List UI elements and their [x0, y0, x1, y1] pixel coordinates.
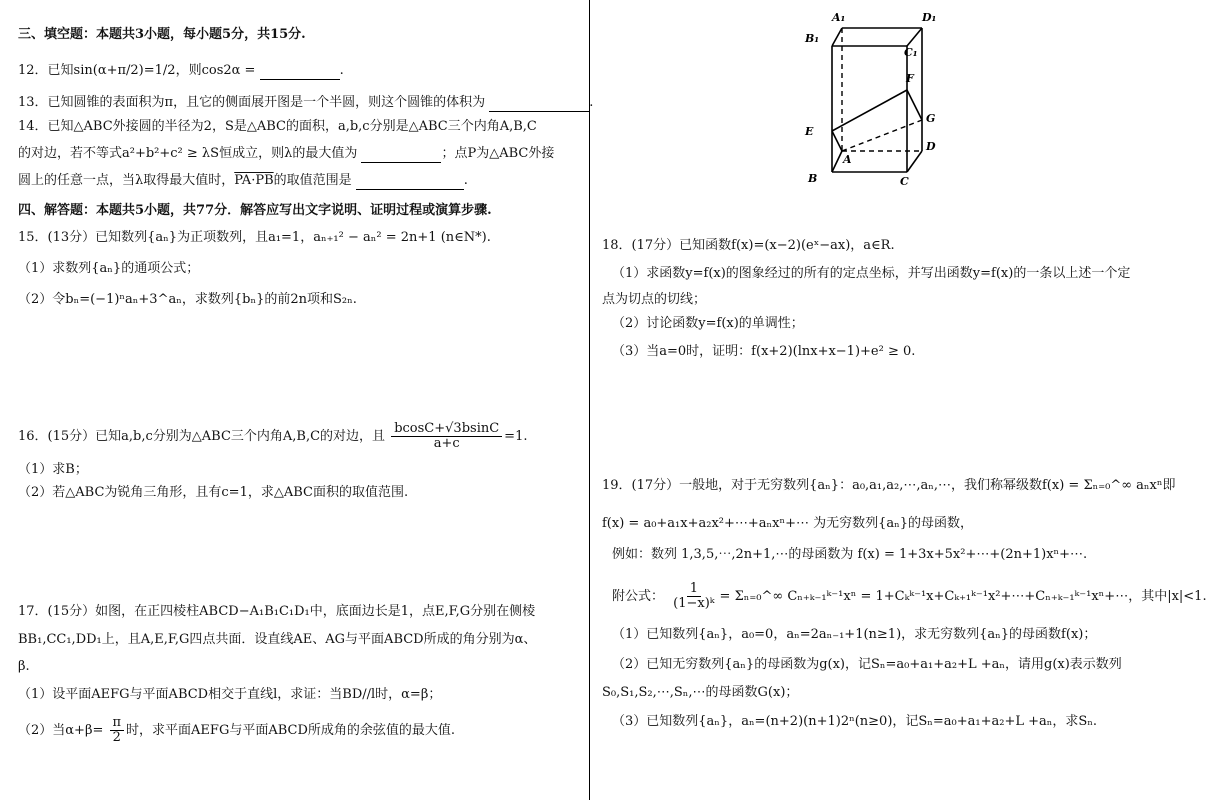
figure-label: E: [805, 125, 814, 138]
question-14-line2: 的对边，若不等式a²+b²+c² ≥ λS恒成立，则λ的最大值为 ；点P为△ABC外接: [18, 146, 555, 161]
column-divider: [589, 0, 590, 800]
left-column: [0, 0, 594, 800]
q19-power-series: f(x) = Σₙ₌₀^∞ aₙxⁿ: [1042, 478, 1163, 493]
question-19-part2a: （2）已知无穷数列{aₙ}的母函数为g(x)，记Sₙ=a₀+a₁+a₂+L +aₙ，请用g(x)表示数列: [612, 657, 1122, 672]
vector-pa-pb: PA·PB: [234, 173, 274, 188]
figure-label: C₁: [904, 46, 918, 59]
question-14-line1: 14．已知△ABC外接圆的半径为2，S是△ABC的面积，a,b,c分别是△ABC三个内角A,B,C: [18, 119, 537, 134]
edge-f-g: [907, 90, 922, 120]
question-17-line1: 17．(15分）如图，在正四棱柱ABCD−A₁B₁C₁D₁中，底面边长是1，点E,F,G分别在侧棱: [18, 604, 536, 619]
question-15-part1: （1）求数列{aₙ}的通项公式；: [18, 261, 200, 276]
question-18-part2: （2）讨论函数y=f(x)的单调性；: [612, 316, 804, 331]
answer-blank-12[interactable]: [260, 65, 340, 80]
figure-label: G: [926, 112, 936, 125]
answer-blank-14b[interactable]: [356, 175, 464, 190]
right-column: [592, 0, 1207, 800]
question-18-stem: 18．(17分）已知函数f(x)=(x−2)(eˣ−ax)，a∈R.: [602, 238, 895, 253]
question-18-part3: （3）当a=0时，证明：f(x+2)(lnx+x−1)+e² ≥ 0.: [612, 344, 916, 359]
question-17-line3: β.: [18, 659, 30, 674]
edge-c-d: [907, 151, 922, 172]
figure-label: A: [843, 153, 852, 166]
figure-label: C: [900, 175, 909, 188]
figure-label: A₁: [832, 11, 846, 24]
question-19-line2: f(x) = a₀+a₁x+a₂x²+⋯+aₙxⁿ+⋯ 为无穷数列{aₙ}的母函数，: [602, 516, 974, 531]
question-12: 12．已知sin(α+π/2)=1/2，则cos2α = .: [18, 63, 344, 78]
edge-e-f: [832, 90, 907, 131]
question-17-line2: BB₁,CC₁,DD₁上，且A,E,F,G四点共面．设直线AE、AG与平面ABCD所成的角分别为α、: [18, 632, 537, 647]
question-19-part2b: S₀,S₁,S₂,⋯,Sₙ,⋯的母函数G(x)；: [602, 685, 799, 700]
question-19-example: 例如：数列 1,3,5,⋯,2n+1,⋯的母函数为 f(x) = 1+3x+5x²+⋯+(2n+1)xⁿ+⋯.: [612, 547, 1088, 562]
question-19-formula: 附公式： $\frac{1}{\text{(1−x)ᵏ}}$ = Σₙ₌₀^∞ Cₙ₊ₖ₋₁ᵏ⁻¹xⁿ = 1+Cₖᵏ⁻¹x+Cₖ₊₁ᵏ⁻¹x²+⋯+Cₙ₊ₖ₋₁ᵏ⁻¹xⁿ+⋯，其中|x|<1.: [612, 581, 1207, 611]
q16-fraction: $\frac{bcosC+√3bsinC}{a+c}$: [391, 422, 502, 451]
section3-title: 三、填空题：本题共3小题，每小题5分，共15分.: [18, 27, 306, 42]
answer-blank-13[interactable]: [489, 97, 589, 112]
figure-label: D₁: [922, 11, 937, 24]
figure-label: F: [906, 72, 914, 85]
question-16-part1: （1）求B；: [18, 462, 88, 477]
question-14-line3: 圆上的任意一点，当λ取得最大值时，PA·PB的取值范围是 .: [18, 173, 468, 188]
figure-label: D: [926, 140, 936, 153]
question-13: 13．已知圆锥的表面积为π，且它的侧面展开图是一个半圆，则这个圆锥的体积为 .: [18, 95, 594, 110]
edge-e-a: [832, 131, 842, 151]
edge-b1-a1: [832, 28, 842, 46]
question-19-part1: （1）已知数列{aₙ}，a₀=0，aₙ=2aₙ₋₁+1(n≥1)，求无穷数列{aₙ}的母函数f(x)；: [612, 627, 1097, 642]
q19-fraction: $\frac{1}{\text{(1−x)ᵏ}}$: [673, 581, 715, 611]
question-19-line1: 19．(17分）一般地，对于无穷数列{aₙ}：a₀,a₁,a₂,⋯,aₙ,⋯，我们称幂级数f(x) = Σₙ₌₀^∞ aₙxⁿ即: [602, 478, 1176, 493]
q12-equation: sin(α+π/2)=1/2: [73, 63, 176, 78]
q17-fraction: $\frac{\pi}{2}$: [110, 716, 125, 745]
question-17-part1: （1）设平面AEFG与平面ABCD相交于直线l，求证：当BD//l时，α=β；: [18, 687, 442, 702]
question-16-part2: （2）若△ABC为锐角三角形，且有c=1，求△ABC面积的取值范围.: [18, 485, 409, 500]
question-18-part1b: 点为切点的切线；: [602, 292, 707, 307]
figure-label: B: [808, 172, 818, 185]
edge-d1-c1: [907, 28, 922, 46]
question-16-stem: 16．(15分）已知a,b,c分别为△ABC三个内角A,B,C的对边，且 $\frac{bcosC+√3bsinC}{a+c}$ =1.: [18, 421, 528, 451]
section4-title: 四、解答题：本题共5小题，共77分．解答应写出文字说明、证明过程或演算步骤.: [18, 203, 492, 218]
question-15-part2: （2）令bₙ=(−1)ⁿaₙ+3^aₙ，求数列{bₙ}的前2n项和S₂ₙ.: [18, 292, 357, 307]
answer-blank-14a[interactable]: [361, 148, 441, 163]
edge-a-g-hidden: [842, 120, 922, 151]
question-18-part1a: （1）求函数y=f(x)的图象经过的所有的定点坐标，并写出函数y=f(x)的一条以上述一个定: [612, 266, 1131, 281]
question-17-part2: （2）当α+β= $\frac{\pi}{2}$ 时，求平面AEFG与平面ABCD所成角的余弦值的最大值.: [18, 715, 456, 745]
edge-b-a: [832, 151, 842, 172]
question-15-stem: 15．(13分）已知数列{aₙ}为正项数列，且a₁=1，aₙ₊₁² − aₙ² = 2n+1 (n∈N*).: [18, 230, 491, 245]
prism-figure: [802, 6, 962, 188]
figure-label: B₁: [805, 32, 820, 45]
question-19-part3: （3）已知数列{aₙ}，aₙ=(n+2)(n+1)2ⁿ(n≥0)，记Sₙ=a₀+a₁+a₂+L +aₙ，求Sₙ.: [612, 714, 1098, 729]
